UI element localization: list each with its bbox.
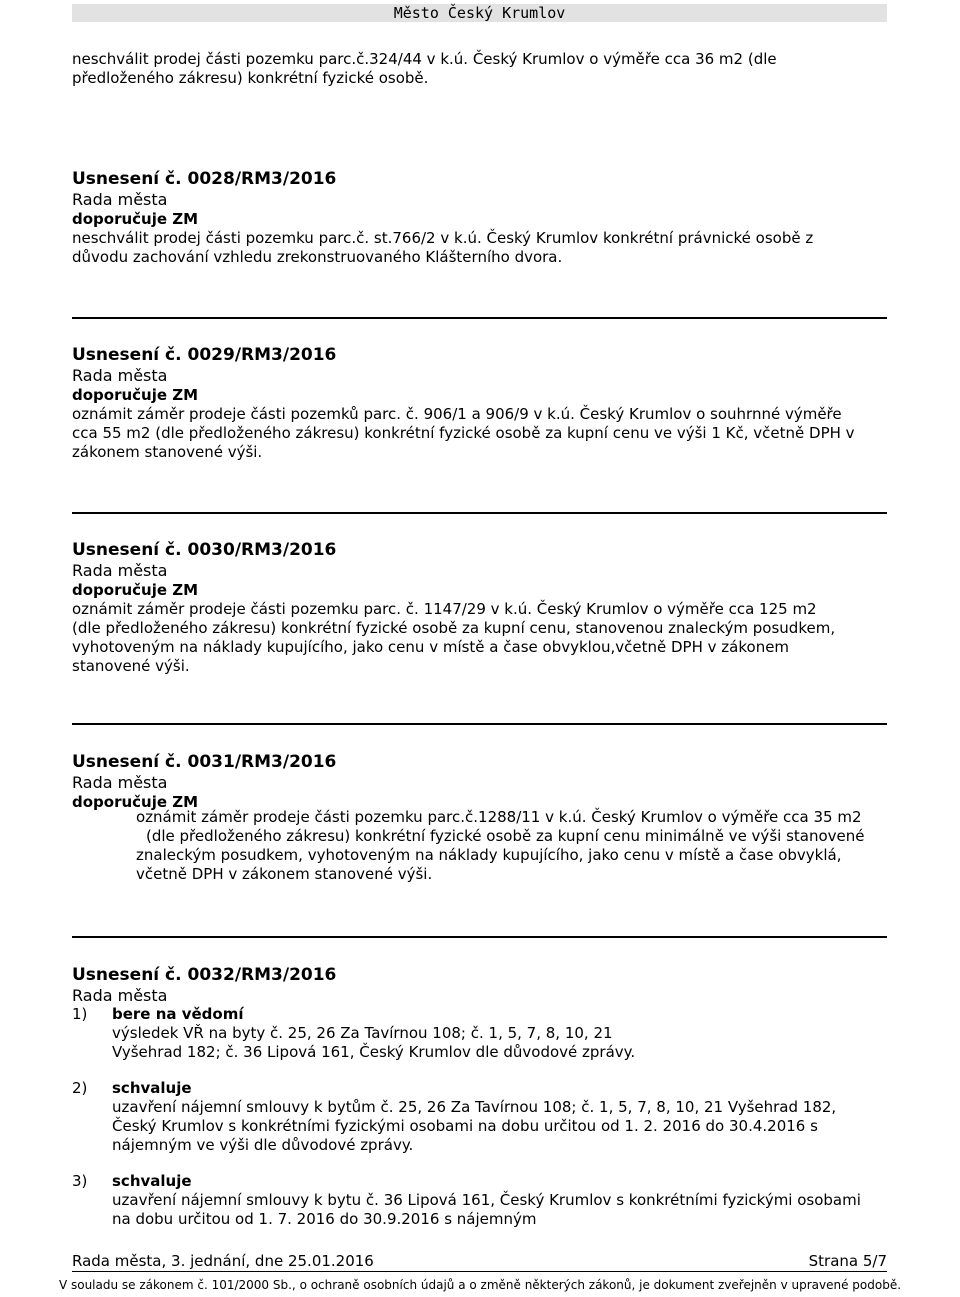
item-action: bere na vědomí: [112, 1005, 244, 1023]
resolution-body: Rada města: [72, 986, 168, 1005]
item-action: schvaluje: [112, 1172, 192, 1190]
item-number: 2): [72, 1079, 88, 1097]
resolution-title: Usnesení č. 0029/RM3/2016: [72, 345, 337, 365]
text-line: nájemným ve výši dle důvodové zprávy.: [112, 1136, 414, 1154]
text-line: důvodu zachování vzhledu zrekonstruovaného Klášterního dvora.: [72, 248, 563, 266]
resolution-body: Rada města: [72, 190, 168, 209]
item-number: 3): [72, 1172, 88, 1190]
text-line: uzavření nájemní smlouvy k bytům č. 25, 26 Za Tavírnou 108; č. 1, 5, 7, 8, 10, 21 Vyšehrad 182,: [112, 1098, 837, 1116]
text-line: (dle předloženého zákresu) konkrétní fyzické osobě za kupní cenu minimálně ve výši stanovené: [146, 827, 865, 845]
page-header: Město Český Krumlov: [72, 4, 887, 22]
resolution-body: Rada města: [72, 561, 168, 580]
text-line: včetně DPH v zákonem stanovené výši.: [136, 865, 433, 883]
section-divider: [72, 512, 887, 514]
section-divider: [72, 936, 887, 938]
text-line: (dle předloženého zákresu) konkrétní fyzické osobě za kupní cenu, stanovenou znaleckým posudkem,: [72, 619, 836, 637]
resolution-title: Usnesení č. 0028/RM3/2016: [72, 169, 337, 189]
item-action: schvaluje: [112, 1079, 192, 1097]
text-line: cca 55 m2 (dle předloženého zákresu) konkrétní fyzické osobě za kupní cenu ve výši 1 Kč, včetně DPH v: [72, 424, 855, 442]
section-divider: [72, 317, 887, 319]
resolution-title: Usnesení č. 0032/RM3/2016: [72, 965, 337, 985]
resolution-action: doporučuje ZM: [72, 386, 199, 404]
resolution-body: Rada města: [72, 366, 168, 385]
resolution-item: [112, 1172, 861, 1229]
resolution-action: doporučuje ZM: [72, 581, 199, 599]
resolution-0031-text: [136, 846, 841, 884]
text-line: neschválit prodej části pozemku parc.č. st.766/2 v k.ú. Český Krumlov konkrétní právnické osobě z: [72, 229, 814, 247]
text-line: znaleckým posudkem, vyhotoveným na náklady kupujícího, jako cenu v místě a čase obvyklá,: [136, 846, 842, 864]
text-line: oznámit záměr prodeje části pozemku parc.č.1288/11 v k.ú. Český Krumlov o výměře cca 35 m2: [136, 808, 862, 826]
text-line: Český Krumlov s konkrétními fyzickými osobami na dobu určitou od 1. 2. 2016 do 30.4.2016 s: [112, 1117, 818, 1135]
text-line: Vyšehrad 182; č. 36 Lipová 161, Český Krumlov dle důvodové zprávy.: [112, 1043, 636, 1061]
page-number: Strana 5/7: [808, 1252, 887, 1270]
resolution-item: [112, 1079, 836, 1155]
text-line: na dobu určitou od 1. 7. 2016 do 30.9.2016 s nájemným: [112, 1210, 537, 1228]
text-line: vyhotoveným na náklady kupujícího, jako cenu v místě a čase obvyklou,včetně DPH v zákonem: [72, 638, 790, 656]
resolution-0028: [72, 168, 813, 267]
legal-notice: V souladu se zákonem č. 101/2000 Sb., o ochraně osobních údajů a o změně některých zákonů, je dokument zveřejněn v upravené podobě.: [58, 1278, 902, 1292]
text-line: zákonem stanovené výši.: [72, 443, 263, 461]
text-line: výsledek VŘ na byty č. 25, 26 Za Tavírnou 108; č. 1, 5, 7, 8, 10, 21: [112, 1024, 613, 1042]
resolution-0032: [72, 964, 336, 1006]
text-line: uzavření nájemní smlouvy k bytu č. 36 Lipová 161, Český Krumlov s konkrétními fyzickými osobami: [112, 1191, 861, 1209]
text-line: oznámit záměr prodeje části pozemku parc. č. 1147/29 v k.ú. Český Krumlov o výměře cca 125 m2: [72, 600, 817, 618]
text-line: předloženého zákresu) konkrétní fyzické osobě.: [72, 69, 429, 87]
footer-meeting-info: Rada města, 3. jednání, dne 25.01.2016: [72, 1252, 374, 1270]
text-line: oznámit záměr prodeje části pozemků parc. č. 906/1 a 906/9 v k.ú. Český Krumlov o souhrnné výměře: [72, 405, 842, 423]
resolution-0031: [72, 751, 336, 812]
resolution-body: Rada města: [72, 773, 168, 792]
resolution-0030: [72, 539, 835, 676]
resolution-0031-text: [146, 827, 864, 846]
resolution-item: [112, 1005, 635, 1062]
page-footer: [72, 1252, 887, 1272]
section-divider: [72, 723, 887, 725]
intro-text: [72, 50, 777, 88]
text-line: stanovené výši.: [72, 657, 190, 675]
resolution-title: Usnesení č. 0031/RM3/2016: [72, 752, 337, 772]
resolution-0029: [72, 344, 855, 462]
text-line: neschválit prodej části pozemku parc.č.324/44 v k.ú. Český Krumlov o výměře cca 36 m2 (dle: [72, 50, 777, 68]
item-number: 1): [72, 1005, 88, 1023]
resolution-0031-text: [136, 808, 862, 827]
resolution-action: doporučuje ZM: [72, 210, 199, 228]
resolution-action: doporučuje ZM: [72, 793, 199, 811]
resolution-title: Usnesení č. 0030/RM3/2016: [72, 540, 337, 560]
